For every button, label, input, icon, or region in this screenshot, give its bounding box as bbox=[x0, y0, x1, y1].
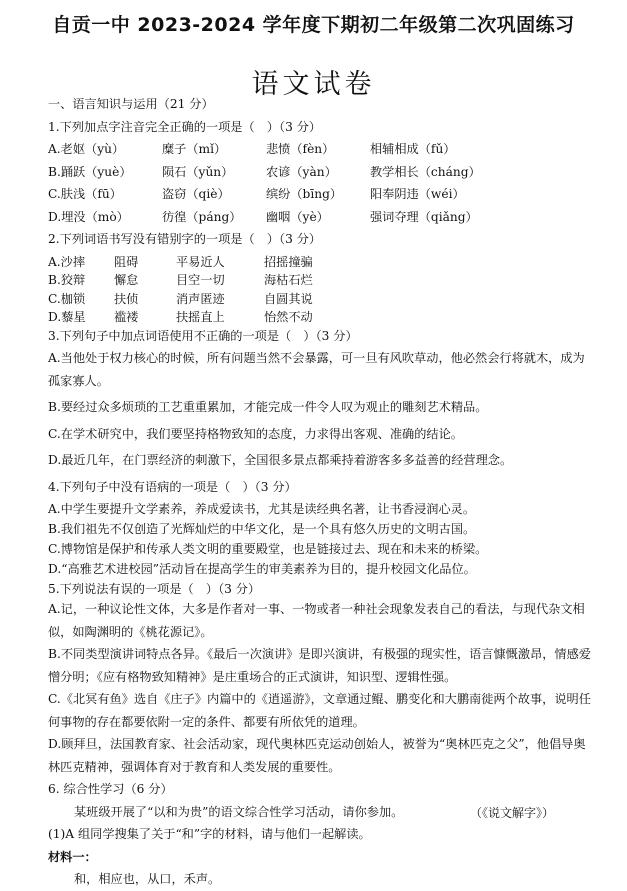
question-3-option: A.当他处于权力核心的时候，所有问题当然不会暴露，可一旦有风吹草动，他必然会行将就木，成为孤家寡人。 bbox=[48, 351, 585, 388]
paper-title: 语文试卷 bbox=[251, 69, 376, 100]
school-title: 自贡一中 2023-2024 学年度下期初二年级第二次巩固练习 bbox=[52, 14, 575, 36]
question-5-option: C.《北冥有鱼》选自《庄子》内篇中的《逍遥游》，文章通过鲲、鹏变化和大鹏南徙两个故事，说明任何事物的存在都要依附一定的条件、都要有所依凭的道理。 bbox=[48, 692, 591, 729]
question-1-option-row bbox=[48, 138, 618, 161]
option-cell: C.枷锁 bbox=[48, 291, 86, 306]
question-1-option-row bbox=[48, 183, 618, 206]
question-4-option: C.博物馆是保护和传承人类文明的重要殿堂，也是链接过去、现在和未来的桥梁。 bbox=[48, 542, 488, 556]
question-5-option: B.不同类型演讲词特点各异。《最后一次演讲》是即兴演讲，有极强的现实性，语言慷慨激昂，情感爱憎分明；《应有格物致知精神》是庄重场合的正式演讲，知识型、逻辑性强。 bbox=[48, 647, 591, 684]
section-heading: 一、语言知识与运用（21 分） bbox=[48, 97, 214, 111]
option-cell: 强词夺理（qiǎng） bbox=[370, 209, 478, 224]
question-2-stem: 2.下列词语书写没有错别字的一项是（ ）（3 分） bbox=[48, 232, 322, 246]
question-2-option-row bbox=[48, 288, 618, 307]
option-cell: 褴褛 bbox=[114, 310, 139, 324]
option-cell: 阻碍 bbox=[114, 254, 139, 269]
question-3-option: D.最近几年，在门票经济的刺激下，全国很多景点都乘持着游客多多益善的经营理念。 bbox=[48, 453, 513, 467]
question-1-option-row bbox=[48, 161, 618, 184]
question-5-stem: 5.下列说法有误的一项是（ ）（3 分） bbox=[48, 582, 261, 596]
question-5-option: A.记，一种议论性文体，大多是作者对一事、一物或者一种社会现象发表自己的看法，与现代杂文相似，如陶渊明的《桃花源记》。 bbox=[48, 602, 585, 639]
option-cell: 相辅相成（fǔ） bbox=[370, 142, 456, 156]
question-4-option: B.我们祖先不仅创造了光辉灿烂的中华文化，是一个具有悠久历史的文明古国。 bbox=[48, 522, 476, 536]
question-2-option-row bbox=[48, 251, 618, 270]
option-cell: A.老妪（yù） bbox=[48, 142, 125, 156]
material-text: 和，相应也，从口，禾声。 bbox=[74, 872, 221, 886]
option-cell: 扶侦 bbox=[114, 291, 139, 306]
option-cell: 陨石（yǔn） bbox=[162, 164, 234, 179]
exam-body bbox=[48, 93, 618, 891]
option-cell: 彷徨（páng） bbox=[162, 209, 242, 224]
option-cell: 阳奉阴违（wéi） bbox=[370, 187, 465, 201]
option-cell: 目空一切 bbox=[176, 273, 225, 287]
option-cell: 糜子（mǐ） bbox=[162, 142, 227, 156]
question-1-stem: 1.下列加点字注音完全正确的一项是（ ）（3 分） bbox=[48, 119, 322, 134]
option-cell: 悲愤（fèn） bbox=[266, 142, 335, 156]
option-cell: 怡然不动 bbox=[264, 310, 313, 324]
material-label: 材料一： bbox=[48, 849, 97, 864]
option-cell: D.埋没（mò） bbox=[48, 209, 129, 224]
question-6-stem: 6. 综合性学习（6 分） bbox=[48, 782, 173, 796]
option-cell: B.踊跃（yuè） bbox=[48, 164, 132, 179]
question-2-option-row bbox=[48, 269, 618, 288]
option-cell: 教学相长（cháng） bbox=[370, 164, 481, 179]
option-cell: 消声匿迹 bbox=[176, 291, 225, 306]
option-cell: B.狡辩 bbox=[48, 273, 86, 287]
option-cell: 缤纷（bīng） bbox=[266, 187, 343, 201]
question-4-option: A.中学生要提升文学素养，养成爱读书，尤其是读经典名著，让书香浸润心灵。 bbox=[48, 502, 476, 516]
question-3-option: B.要经过众多烦琐的工艺重重累加，才能完成一件令人叹为观止的雕刻艺术精品。 bbox=[48, 400, 488, 414]
question-3-option: C.在学术研究中，我们要坚持格物致知的态度，力求得出客观、准确的结论。 bbox=[48, 426, 463, 441]
question-6-intro: 某班级开展了“以和为贵”的语文综合性学习活动，请你参加。 bbox=[74, 804, 404, 819]
option-cell: 平易近人 bbox=[176, 254, 225, 269]
material-source: （《说文解字》） bbox=[470, 806, 555, 820]
option-cell: 海枯石烂 bbox=[264, 273, 313, 287]
question-5-option: D.顾拜旦，法国教育家、社会活动家，现代奥林匹克运动创始人，被誉为“奥林匹克之父”，他倡导奥林匹克精神，强调体育对于教育和人类发展的重要性。 bbox=[48, 737, 586, 774]
question-4-option: D.“高雅艺术进校园”活动旨在提高学生的审美素养为目的，提升校园文化品位。 bbox=[48, 562, 476, 576]
question-4-stem: 4.下列句子中没有语病的一项是（ ）（3 分） bbox=[48, 479, 297, 494]
option-cell: 扶摇直上 bbox=[176, 310, 225, 324]
option-cell: 农谚（yàn） bbox=[266, 164, 337, 179]
option-cell: C.肤浅（fū） bbox=[48, 187, 122, 201]
option-cell: 懈怠 bbox=[114, 273, 139, 287]
question-2-option-row bbox=[48, 306, 618, 325]
option-cell: 盗窃（qiè） bbox=[162, 187, 230, 201]
question-6-sub1: (1)A 组同学搜集了关于“和”字的材料，请与他们一起解读。 bbox=[48, 827, 371, 841]
question-1-option-row bbox=[48, 206, 618, 229]
option-cell: D.藜星 bbox=[48, 310, 86, 324]
option-cell: 招摇撞骗 bbox=[264, 254, 313, 269]
option-cell: 幽咽（yè） bbox=[266, 209, 329, 224]
option-cell: 自圆其说 bbox=[264, 291, 313, 306]
question-3-stem: 3.下列句子中加点词语使用不正确的一项是（ ）（3 分） bbox=[48, 328, 358, 343]
option-cell: A.沙摔 bbox=[48, 254, 86, 269]
